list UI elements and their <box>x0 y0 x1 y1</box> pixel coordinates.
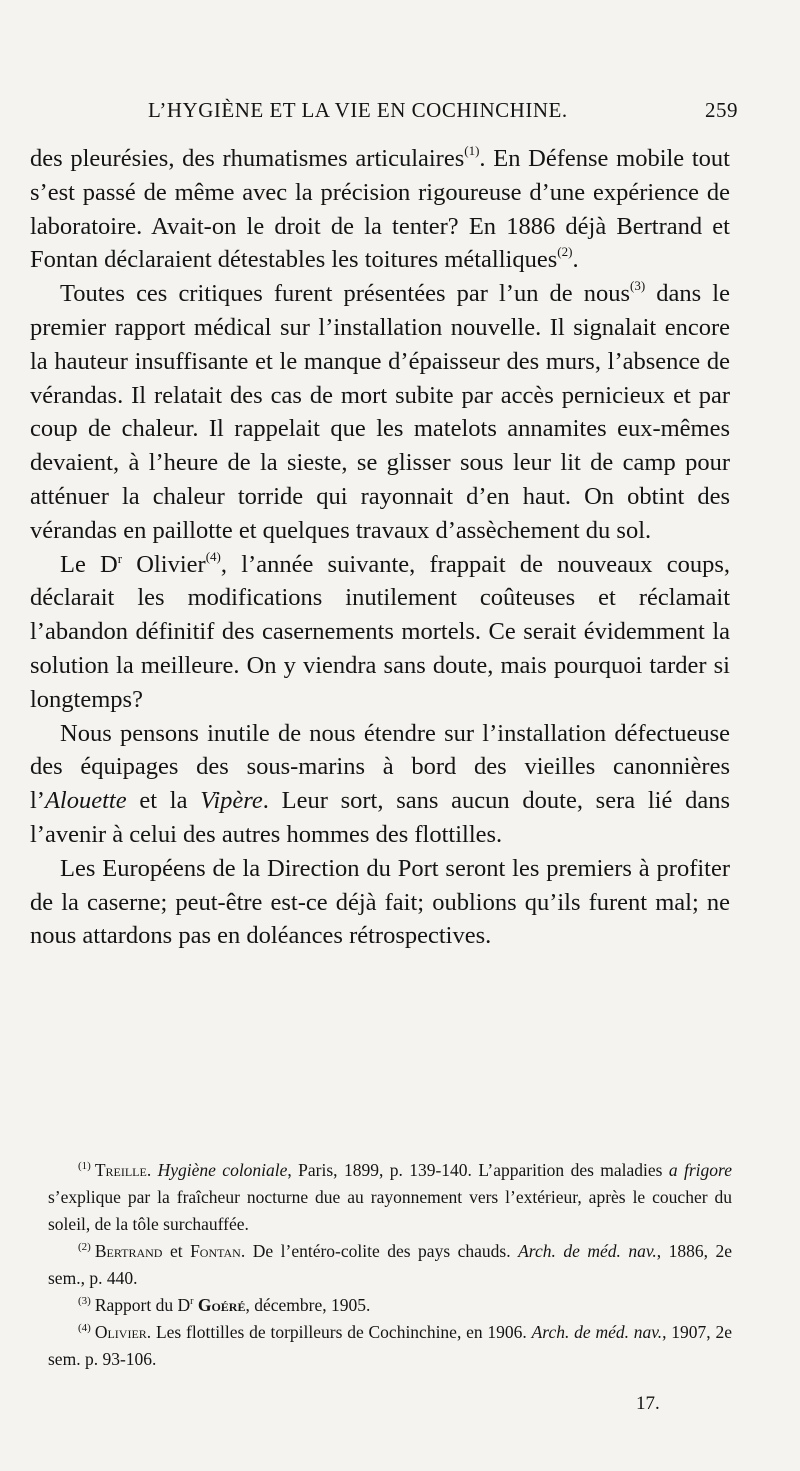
page-number: 259 <box>705 98 738 122</box>
body-text <box>30 142 730 953</box>
footnote-ref-2: (2) <box>557 244 573 260</box>
ship-name-vipere: Vipère <box>200 787 263 815</box>
signature-mark: 17. <box>636 1393 660 1414</box>
ship-name-alouette: Alouette <box>44 787 127 815</box>
footnote-ref-4: (4) <box>205 548 221 564</box>
paragraph-5: Les Européens de la Direction du Port seront les premiers à profiter de la caserne; peut-être est-ce déjà fait; oublions qu’ils furent mal; ne nous attardons pas en doléances rétrospectives. <box>30 854 730 950</box>
paragraph-2: Toutes ces critiques furent présentées par l’un de nous$^{(3)}$ dans le premier rapport médical sur l’installation nouvelle. Il signalait encore la hauteur insuffisante et le manque d’épaisseur des murs, l’absence de vérandas. Il relatait des cas de mort subite par accès pernicieux et par coup de chaleur. Il rappelait que les matelots annamites eux-mêmes devaient, à l’heure de la sieste, se glisser sous leur lit de camp pour atténuer la chaleur torride qui rayonnait d’en haut. On obtint des vérandas en paillotte et quelques travaux d’assèchement du sol. <box>30 278 730 544</box>
footnotes <box>48 1157 732 1373</box>
footnote-3: $^{(3)}$ Rapport du $D^r$ Goéré, décembre, 1905. <box>78 1295 371 1315</box>
running-title: L’HYGIÈNE ET LA VIE EN COCHINCHINE. <box>148 98 568 122</box>
footnote-ref-3: (3) <box>630 278 646 294</box>
footnote-1: $^{(1)}$ Treille. Hygiène coloniale, Paris, 1899, p. 139-140. L’apparition des maladies a frigore s’explique par la fraîcheur nocturne due au rayonnement vers l’extérieur, après le coucher du soleil, de la tôle surchauffée. <box>48 1160 732 1234</box>
footnote-ref-1: (1) <box>464 143 480 158</box>
paragraph-1: des pleurésies, des rhumatismes articulaires$^{(1)}$. En Défense mobile tout s’est passé de même avec la précision rigoureuse d’une expérience de laboratoire. Avait-on le droit de la tenter? En 1886 déjà Bertrand et Fontan déclaraient détestables les toitures métalliques$^{(2)}$. <box>30 143 730 274</box>
paragraph-3: Le $D^r$ Olivier$^{(4)}$, l’année suivante, frappait de nouveaux coups, déclarait les modifications inutilement coûteuses et réclamait l’abandon définitif des casernements mortels. Ce serait évidemment la solution la meilleure. On y viendra sans doute, mais pourquoi tarder si longtemps? <box>30 548 730 713</box>
footnote-2: $^{(2)}$ Bertrand et Fontan. De l’entéro-colite des pays chauds. Arch. de méd. nav., 1886, 2e sem., p. 440. <box>48 1241 732 1288</box>
paragraph-4: Nous pensons inutile de nous étendre sur l’installation défectueuse des équipages des sous-marins à bord des vieilles canonnières l’Alouette et la Vipère. Leur sort, sans aucun doute, sera lié dans l’avenir à celui des autres hommes des flottilles. <box>30 719 730 848</box>
footnote-4: $^{(4)}$ Olivier. Les flottilles de torpilleurs de Cochinchine, en 1906. Arch. de méd. nav., 1907, 2e sem. p. 93-106. <box>48 1322 732 1369</box>
